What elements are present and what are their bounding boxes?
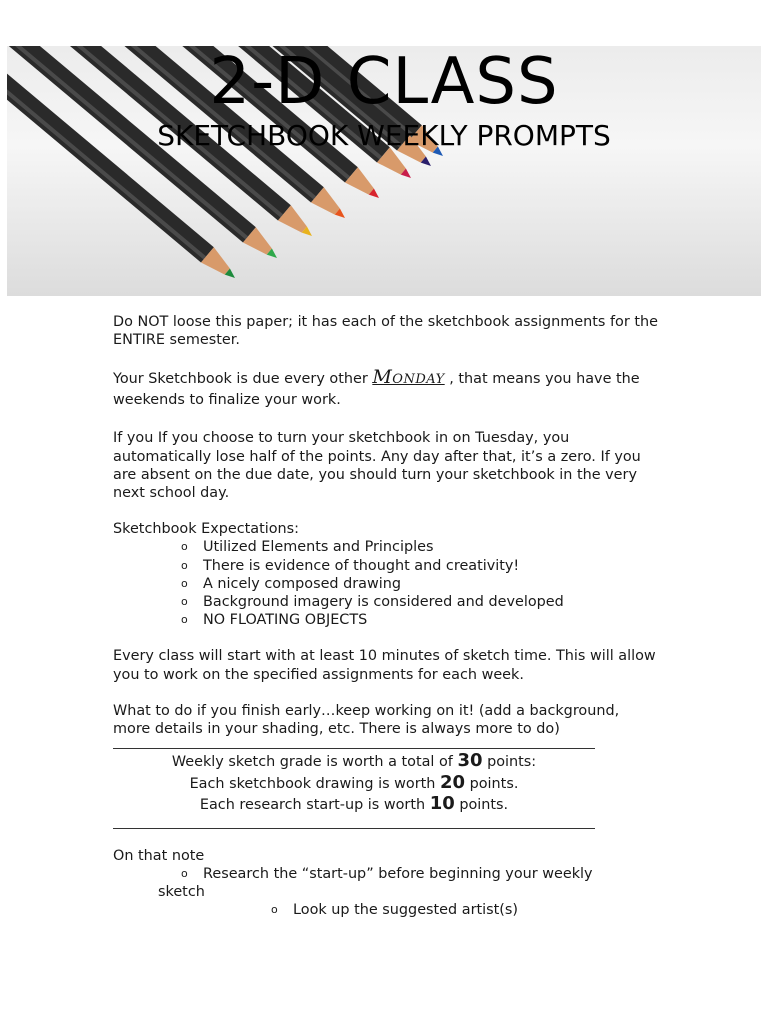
document-body (113, 313, 658, 920)
due-text-before: Your Sketchbook is due every other (113, 371, 373, 388)
paragraph-sketch-time: Every class will start with at least 10 minutes of sketch time. This will allow you to work on the specified assignments for each week. (113, 648, 656, 683)
list-item (113, 593, 658, 611)
list-item-text: There is evidence of thought and creativity! (203, 557, 520, 574)
page-subtitle: SKETCHBOOK WEEKLY PROMPTS (157, 119, 611, 152)
note-item-artist (113, 901, 658, 919)
bullet-marker: o (181, 540, 188, 554)
grade-value: 30 (457, 750, 483, 772)
grade-value: 10 (429, 793, 455, 815)
bullet-marker: o (181, 576, 188, 590)
grade-text: points: (482, 754, 537, 771)
list-item (113, 557, 658, 575)
paragraph-late-policy: If you If you choose to turn your sketchbook in on Tuesday, you automatically lose half of the points. Any day after that, it’s a zero. If you are absent on the due date, you should turn your sketchbook in the very next school day. (113, 430, 641, 502)
list-item (113, 538, 658, 556)
grade-line-research (113, 794, 595, 816)
divider-bottom (113, 828, 595, 829)
expectations-list (113, 538, 658, 629)
list-item-text: Utilized Elements and Principles (203, 539, 434, 556)
list-item (113, 575, 658, 593)
grade-line-drawing (113, 773, 595, 795)
grade-line-total (113, 751, 595, 773)
note-text: Research the “start-up” before beginning your weekly (203, 865, 593, 882)
bullet-marker: o (181, 866, 188, 880)
notes-heading: On that note (113, 847, 205, 864)
note-text: Look up the suggested artist(s) (293, 902, 518, 919)
list-item-text: NO FLOATING OBJECTS (203, 612, 368, 629)
bullet-marker: o (181, 613, 188, 627)
page-title: 2-D CLASS (209, 45, 559, 119)
expectations-heading: Sketchbook Expectations: (113, 521, 300, 538)
due-text-after: , that means you have the weekends to finalize your work. (113, 371, 640, 409)
paragraph-due-date (113, 367, 658, 411)
due-day: Monday (372, 366, 445, 389)
grade-value: 20 (439, 771, 466, 793)
grade-text: Each research start-up is worth (199, 797, 430, 814)
list-item-text: A nicely composed drawing (203, 575, 402, 592)
grading-box (113, 749, 595, 828)
bullet-marker: o (181, 558, 188, 572)
grade-text: points. (454, 797, 509, 814)
note-item-research (113, 865, 658, 883)
paragraph-finish-early: What to do if you finish early…keep working on it! (add a background, more details in your shading, etc. There is always more to do) (113, 702, 620, 738)
grade-text: Each sketchbook drawing is worth (189, 775, 440, 792)
paragraph-warning: Do NOT loose this paper; it has each of the sketchbook assignments for the ENTIRE semester. (113, 314, 658, 349)
bullet-marker: o (271, 903, 278, 917)
note-item-research-continued: sketch (158, 884, 205, 901)
grade-text: Weekly sketch grade is worth a total of (171, 754, 458, 771)
bullet-marker: o (181, 595, 188, 609)
list-item (113, 611, 658, 629)
list-item-text: Background imagery is considered and developed (203, 594, 564, 611)
grade-text: points. (465, 775, 519, 792)
